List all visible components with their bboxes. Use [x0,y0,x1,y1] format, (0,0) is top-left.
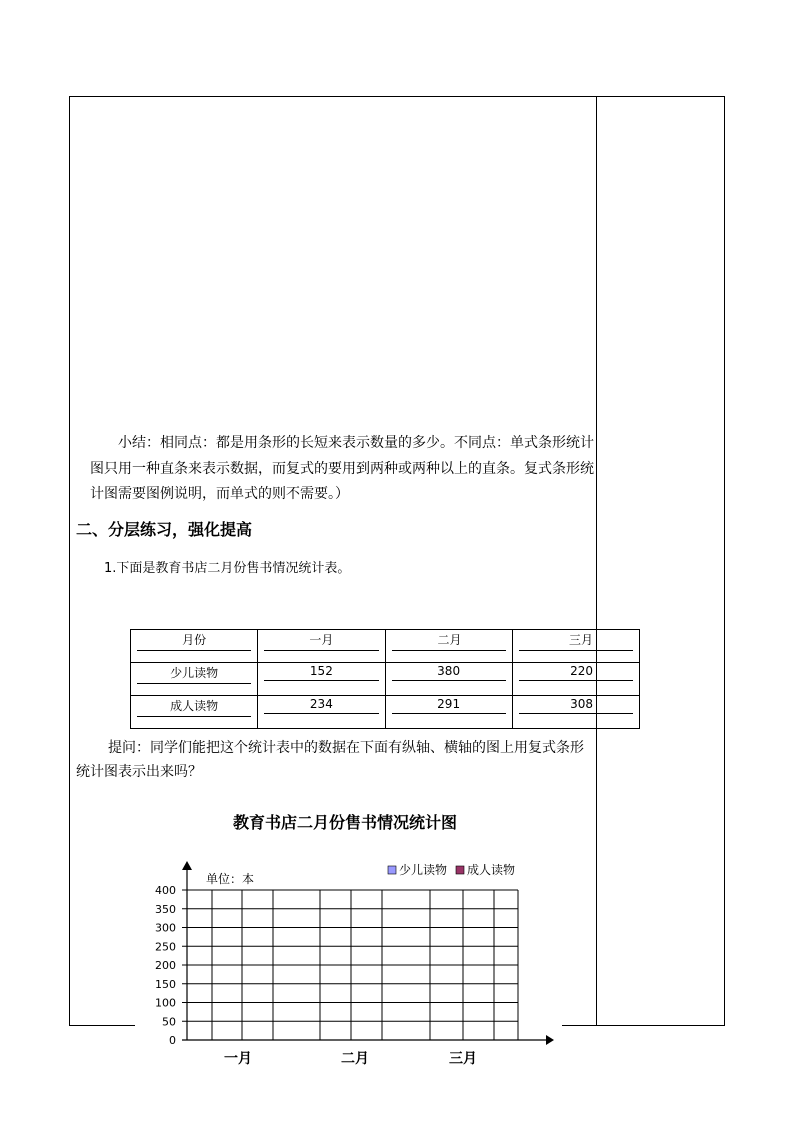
table-cell [258,696,385,729]
row-label-adult: 成人读物 [137,696,251,717]
table-row [131,696,640,729]
prompt-line-2: 统计图表示出来吗？ [76,764,202,780]
table-header-cell [385,630,512,663]
summary-line-2: 图只用一种直条来表示数据，而复式的要用到两种或两种以上的直条。复式条形统 [90,461,594,477]
stats-table [130,629,640,729]
y-tick-label: 50 [162,1015,176,1029]
y-tick-label: 200 [155,959,176,972]
y-tick-label: 400 [155,884,176,897]
y-tick-label: 0 [169,1034,176,1047]
adult-mar: 308 [519,696,633,714]
prompt-line-1: 提问：同学们能把这个统计表中的数据在下面有纵轴、横轴的图上用复式条形 [108,740,584,756]
table-header-cell [131,630,258,663]
table-cell [131,696,258,729]
y-tick-label: 150 [155,977,176,991]
table-cell [385,696,512,729]
x-axis-arrow [546,1035,554,1045]
summary-line-1: 小结：相同点：都是用条形的长短来表示数量的多少。不同点：单式条形统计 [118,435,594,451]
y-tick-label: 100 [155,996,176,1010]
adult-feb: 291 [392,696,506,714]
frame-bottom-right [562,1025,725,1026]
legend-label: 成人读物 [467,863,516,877]
chart-axes [182,861,554,1045]
children-mar: 220 [519,663,633,681]
table-header-cell [258,630,385,663]
frame-divider [596,96,597,1026]
table-cell [512,663,639,696]
y-axis-arrow [182,861,192,870]
children-feb: 380 [392,663,506,681]
chart-grid [182,890,518,1040]
x-category-label: 一月 [224,1051,252,1067]
table-header-cell [512,630,639,663]
frame-bottom-left [69,1025,135,1026]
question-1: 1.下面是教育书店二月份售书情况统计表。 [104,561,351,576]
y-tick-label: 250 [155,940,176,954]
bar-chart [130,855,570,1070]
y-tick-label: 350 [155,902,176,916]
legend-label: 少儿读物 [399,863,448,877]
table-header-row [131,630,640,663]
x-category-label: 三月 [449,1051,477,1067]
legend-swatch [388,866,396,874]
table-cell [385,663,512,696]
unit-label: 单位：本 [206,872,255,886]
chart-title: 教育书店二月份售书情况统计图 [232,813,457,832]
frame-top-border [69,96,724,97]
table-cell [258,663,385,696]
summary-line-3: 计图需要图例说明，而单式的则不需要。） [90,486,349,502]
section-heading: 二、分层练习，强化提高 [76,520,253,539]
y-tick-label: 300 [155,921,176,935]
frame-right-border [724,96,725,1026]
table-cell [512,696,639,729]
header-jan: 一月 [264,630,378,651]
adult-jan: 234 [264,696,378,714]
table-row [131,663,640,696]
legend-swatch [456,866,464,874]
row-label-children: 少儿读物 [137,663,251,684]
children-jan: 152 [264,663,378,681]
header-feb: 二月 [392,630,506,651]
header-month: 月份 [137,630,251,651]
x-category-label: 二月 [341,1051,369,1067]
table-cell [131,663,258,696]
frame-left-border [69,96,70,1026]
header-mar: 三月 [519,630,633,651]
